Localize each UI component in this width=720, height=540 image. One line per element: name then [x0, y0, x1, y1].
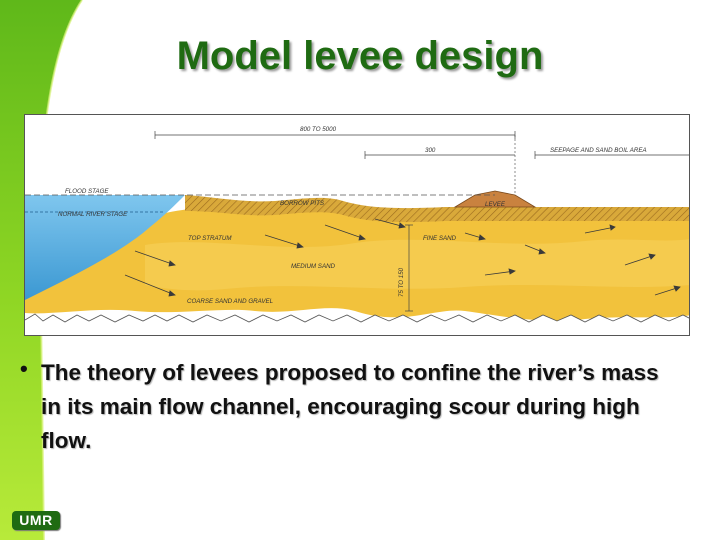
- top-stratum-label: TOP STRATUM: [188, 235, 232, 242]
- bullet-text: The theory of levees proposed to confine the river’s mass in its main flow channel, encouraging scour during high flow.: [41, 360, 659, 453]
- depth-label: 75 TO 150: [398, 267, 405, 297]
- levee-label: LEVEE: [485, 201, 505, 208]
- coarse-sand-label: COARSE SAND AND GRAVEL: [187, 298, 274, 305]
- umr-logo: UMR: [12, 511, 60, 530]
- slide-title: Model levee design: [176, 34, 544, 78]
- seepage-label: SEEPAGE AND SAND BOIL AREA: [550, 147, 647, 154]
- dimension-top-label: 800 TO 5000: [300, 126, 337, 133]
- dimension-mid-label: 300: [425, 147, 436, 154]
- flood-stage-label: FLOOD STAGE: [65, 188, 109, 195]
- normal-river-stage-label: NORMAL RIVER STAGE: [58, 211, 128, 218]
- borrow-pits-label: BORROW PITS: [280, 200, 325, 207]
- bullet-symbol: •: [20, 356, 28, 381]
- bullet-point: [20, 356, 660, 458]
- levee-cross-section-diagram: [24, 114, 690, 336]
- medium-sand-label: MEDIUM SAND: [291, 263, 336, 270]
- fine-sand-label: FINE SAND: [423, 235, 457, 242]
